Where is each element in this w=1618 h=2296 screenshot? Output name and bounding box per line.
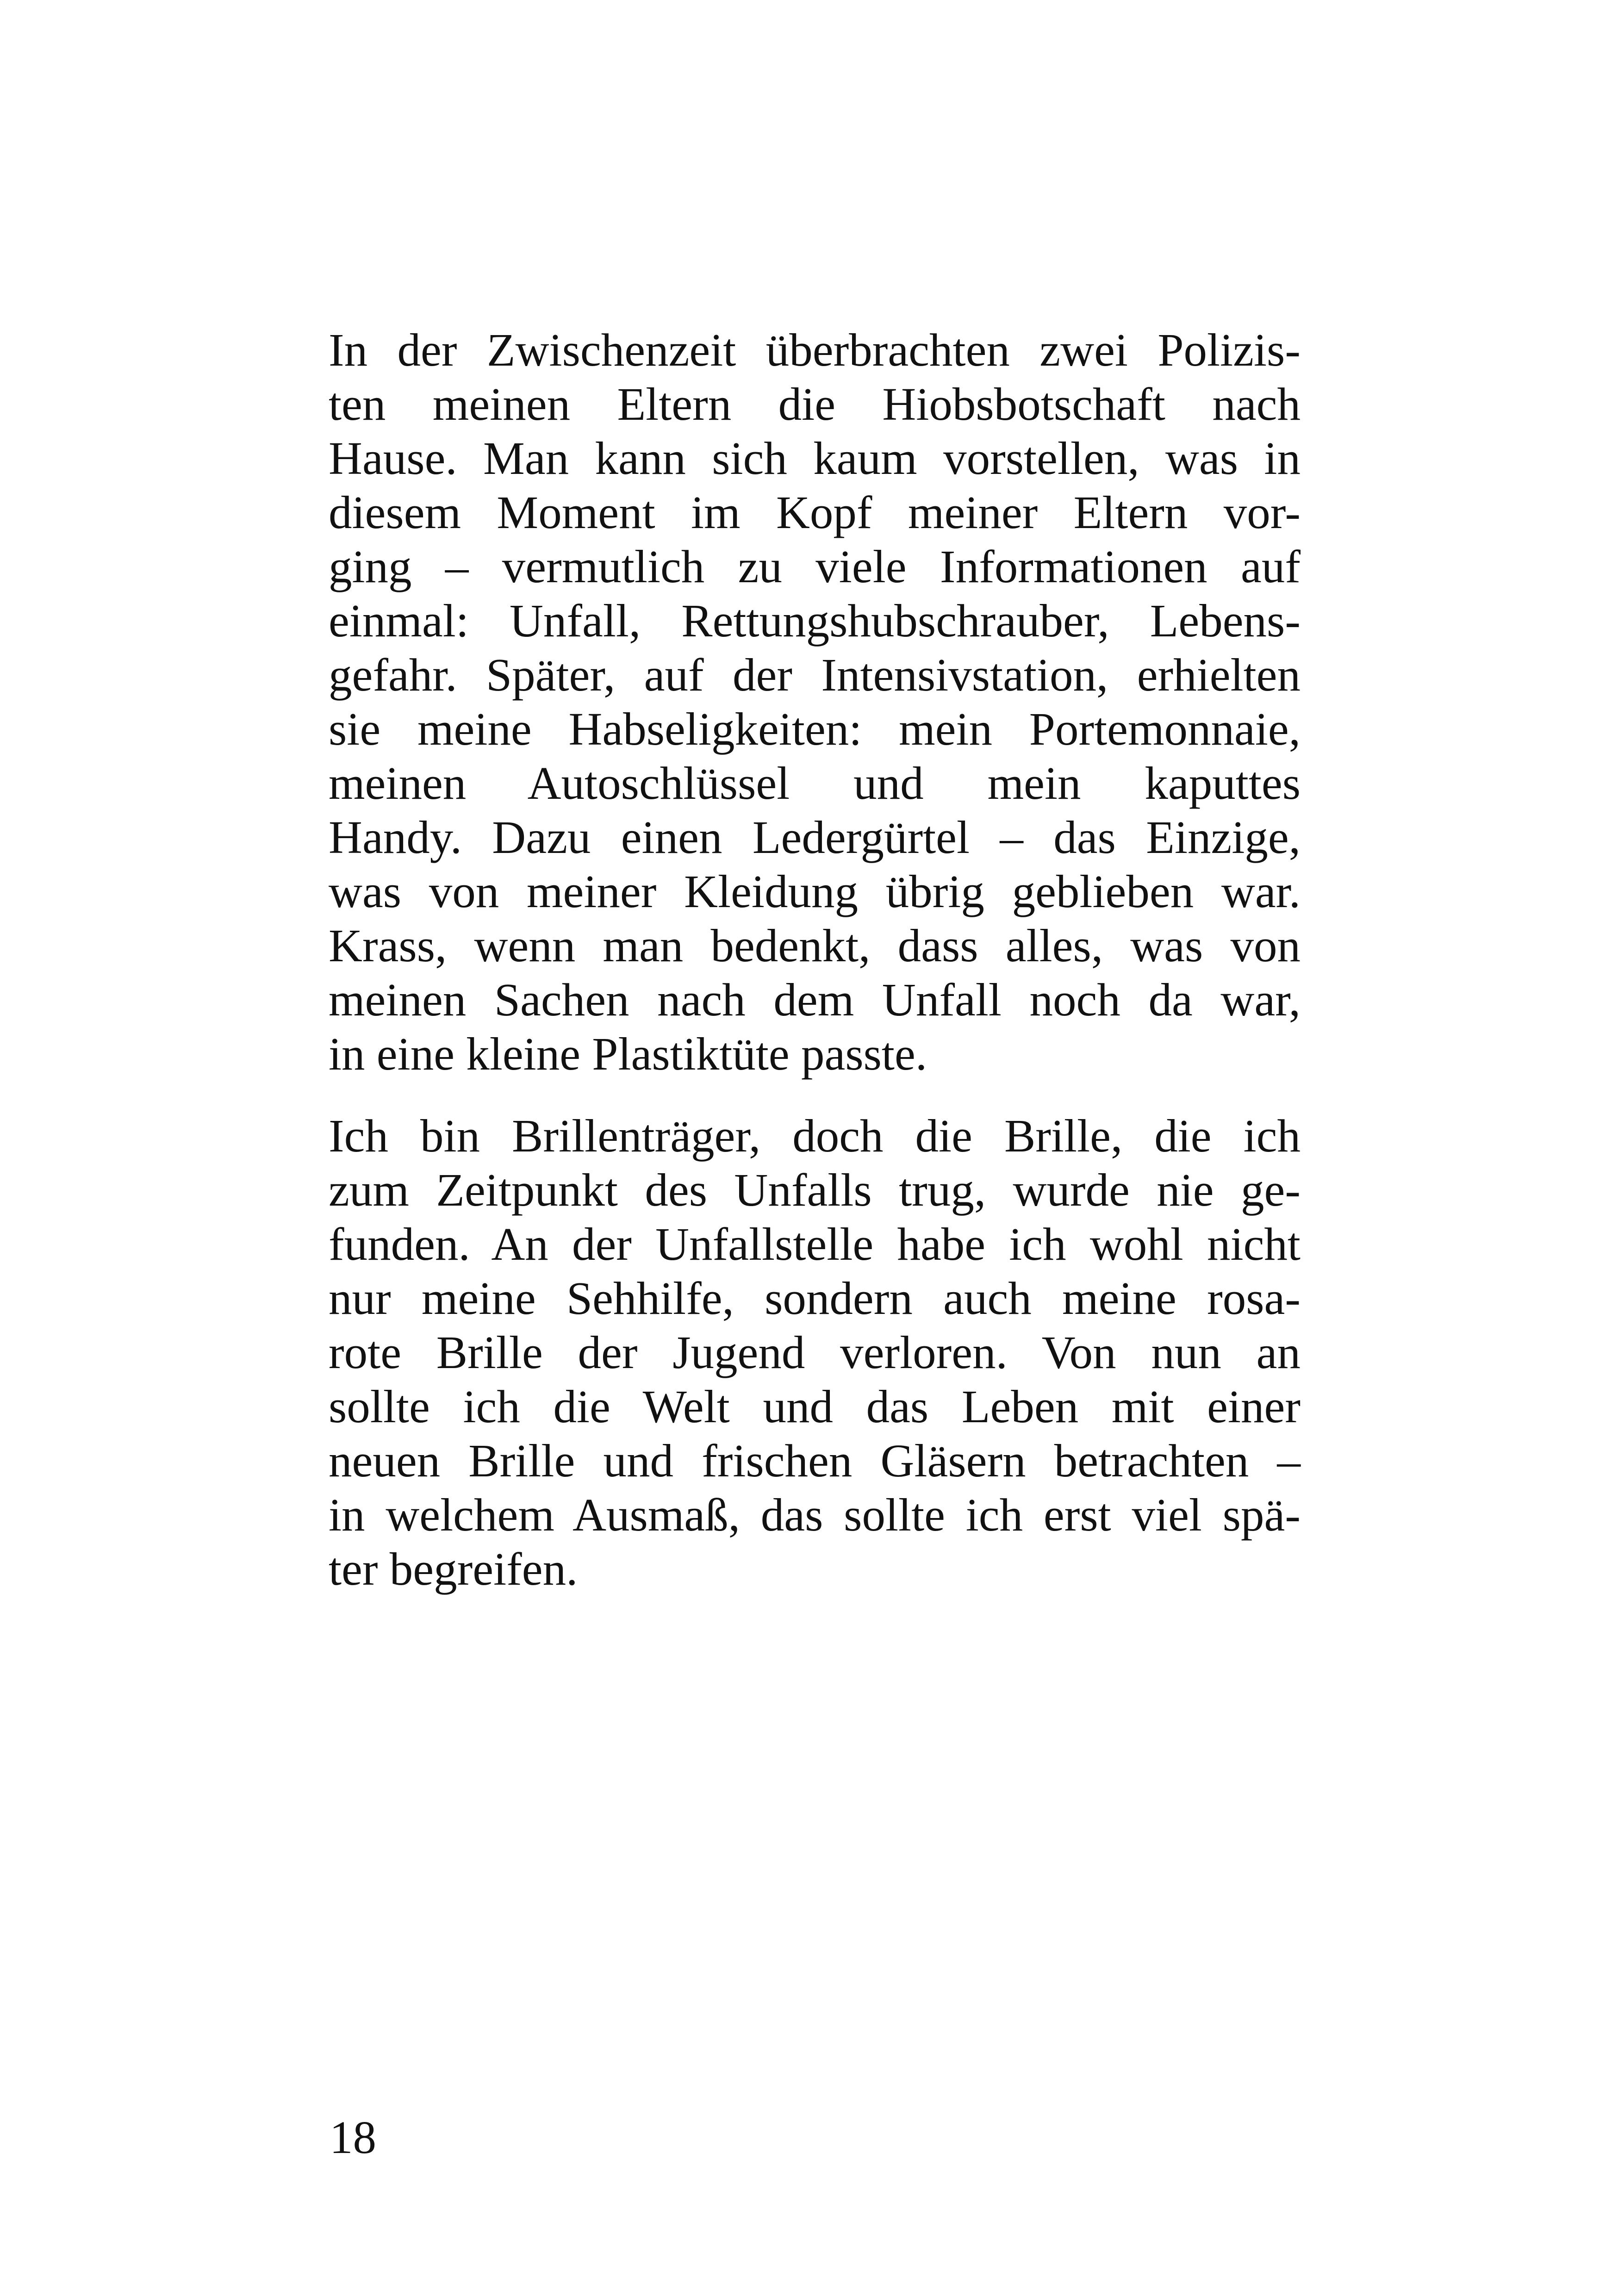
text-line: in welchem Ausmaß, das sollte ich erst viel spä- bbox=[329, 1489, 1301, 1541]
text-line: rote Brille der Jugend verloren. Von nun an bbox=[329, 1326, 1301, 1378]
text-line: einmal: Unfall, Rettungshubschrauber, Lebens- bbox=[329, 595, 1301, 647]
text-line: meinen Sachen nach dem Unfall noch da war, bbox=[329, 974, 1301, 1026]
text-line: Ich bin Brillenträger, doch die Brille, die ich bbox=[329, 1110, 1301, 1162]
text-line: nur meine Sehhilfe, sondern auch meine rosa- bbox=[329, 1272, 1301, 1324]
text-line: zum Zeitpunkt des Unfalls trug, wurde nie ge- bbox=[329, 1164, 1301, 1216]
text-line: funden. An der Unfallstelle habe ich wohl nicht bbox=[329, 1218, 1301, 1270]
text-line: Krass, wenn man bedenkt, dass alles, was von bbox=[329, 920, 1301, 971]
text-line: In der Zwischenzeit überbrachten zwei Polizis- bbox=[329, 324, 1301, 376]
page-number: 18 bbox=[330, 2111, 376, 2163]
paragraph-2 bbox=[329, 1109, 1301, 1596]
text-line: in eine kleine Plastiktüte passte. bbox=[329, 1028, 927, 1080]
text-line: gefahr. Später, auf der Intensivstation, erhielten bbox=[329, 649, 1301, 701]
text-line: ging – vermutlich zu viele Informationen auf bbox=[329, 541, 1301, 592]
body-text bbox=[329, 323, 1301, 1596]
text-line: Handy. Dazu einen Ledergürtel – das Einzige, bbox=[329, 811, 1301, 863]
text-line: diesem Moment im Kopf meiner Eltern vor- bbox=[329, 486, 1301, 538]
text-line: meinen Autoschlüssel und mein kaputtes bbox=[329, 757, 1301, 809]
text-line: neuen Brille und frischen Gläsern betrachten – bbox=[329, 1435, 1301, 1487]
text-line: sie meine Habseligkeiten: mein Portemonnaie, bbox=[329, 703, 1301, 755]
text-line: ten meinen Eltern die Hiobsbotschaft nach bbox=[329, 378, 1301, 430]
paragraph-1 bbox=[329, 323, 1301, 1081]
text-line: Hause. Man kann sich kaum vorstellen, was in bbox=[329, 432, 1301, 484]
text-line: sollte ich die Welt und das Leben mit einer bbox=[329, 1381, 1301, 1432]
text-line: was von meiner Kleidung übrig geblieben war. bbox=[329, 865, 1301, 917]
text-line: ter begreifen. bbox=[329, 1543, 578, 1595]
